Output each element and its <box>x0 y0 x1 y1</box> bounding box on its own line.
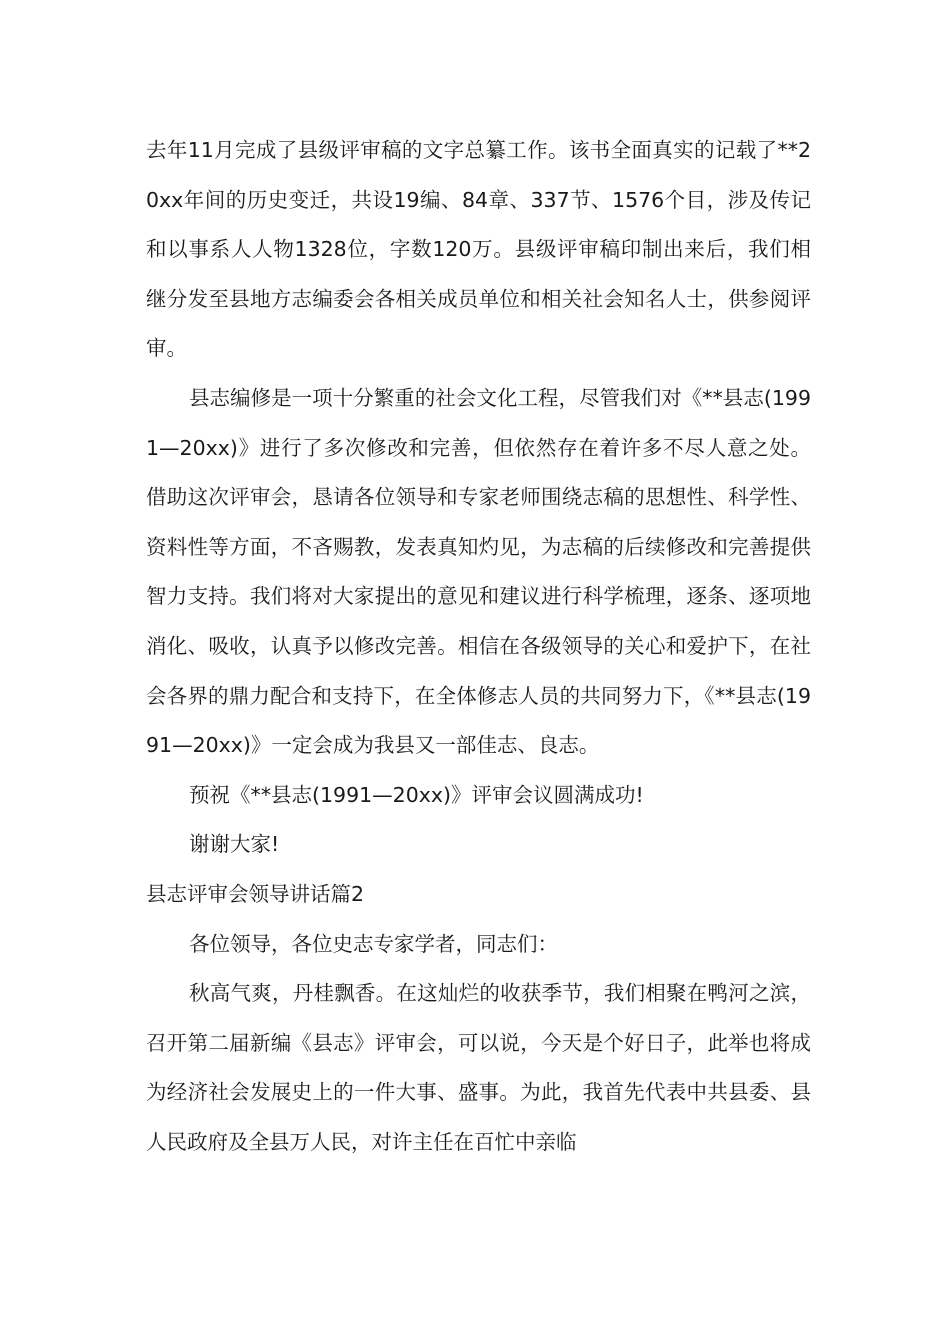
paragraph-thanks: 谢谢大家! <box>189 832 280 857</box>
paragraph-opening: 秋高气爽，丹桂飘香。在这灿烂的收获季节，我们相聚在鸭河之滨，召开第二届新编《县志》评审会，可以说，今天是个好日子，此举也将成为经济社会发展史上的一件大事、盛事。为此，我首先代表中共县委、县人民政府及全县万人民，对许主任在百忙中亲临 <box>146 981 811 1154</box>
paragraph-salutation: 各位领导，各位史志专家学者，同志们： <box>189 931 558 956</box>
paragraph-review-request: 县志编修是一项十分繁重的社会文化工程，尽管我们对《**县志(1991—20xx)》进行了多次修改和完善，但依然存在着许多不尽人意之处。借助这次评审会，恳请各位领导和专家老师围绕志稿的思想性、科学性、资料性等方面，不吝赐教，发表真知灼见，为志稿的后续修改和完善提供智力支持。我们将对大家提出的意见和建议进行科学梳理，逐条、逐项地消化、吸收，认真予以修改完善。相信在各级领导的关心和爱护下，在社会各界的鼎力配合和支持下，在全体修志人员的共同努力下，《**县志(1991—20xx)》一定会成为我县又一部佳志、良志。 <box>146 385 811 758</box>
document-body <box>146 126 811 1167</box>
paragraph-wish-success: 预祝《**县志(1991—20xx)》评审会议圆满成功! <box>189 782 644 807</box>
section-heading: 县志评审会领导讲话篇2 <box>146 881 365 906</box>
paragraph-summary: 去年11月完成了县级评审稿的文字总纂工作。该书全面真实的记载了**20xx年间的历史变迁，共设19编、84章、337节、1576个目，涉及传记和以事系人人物1328位，字数120万。县级评审稿印制出来后，我们相继分发至县地方志编委会各相关成员单位和相关社会知名人士，供参阅评审。 <box>146 138 811 361</box>
